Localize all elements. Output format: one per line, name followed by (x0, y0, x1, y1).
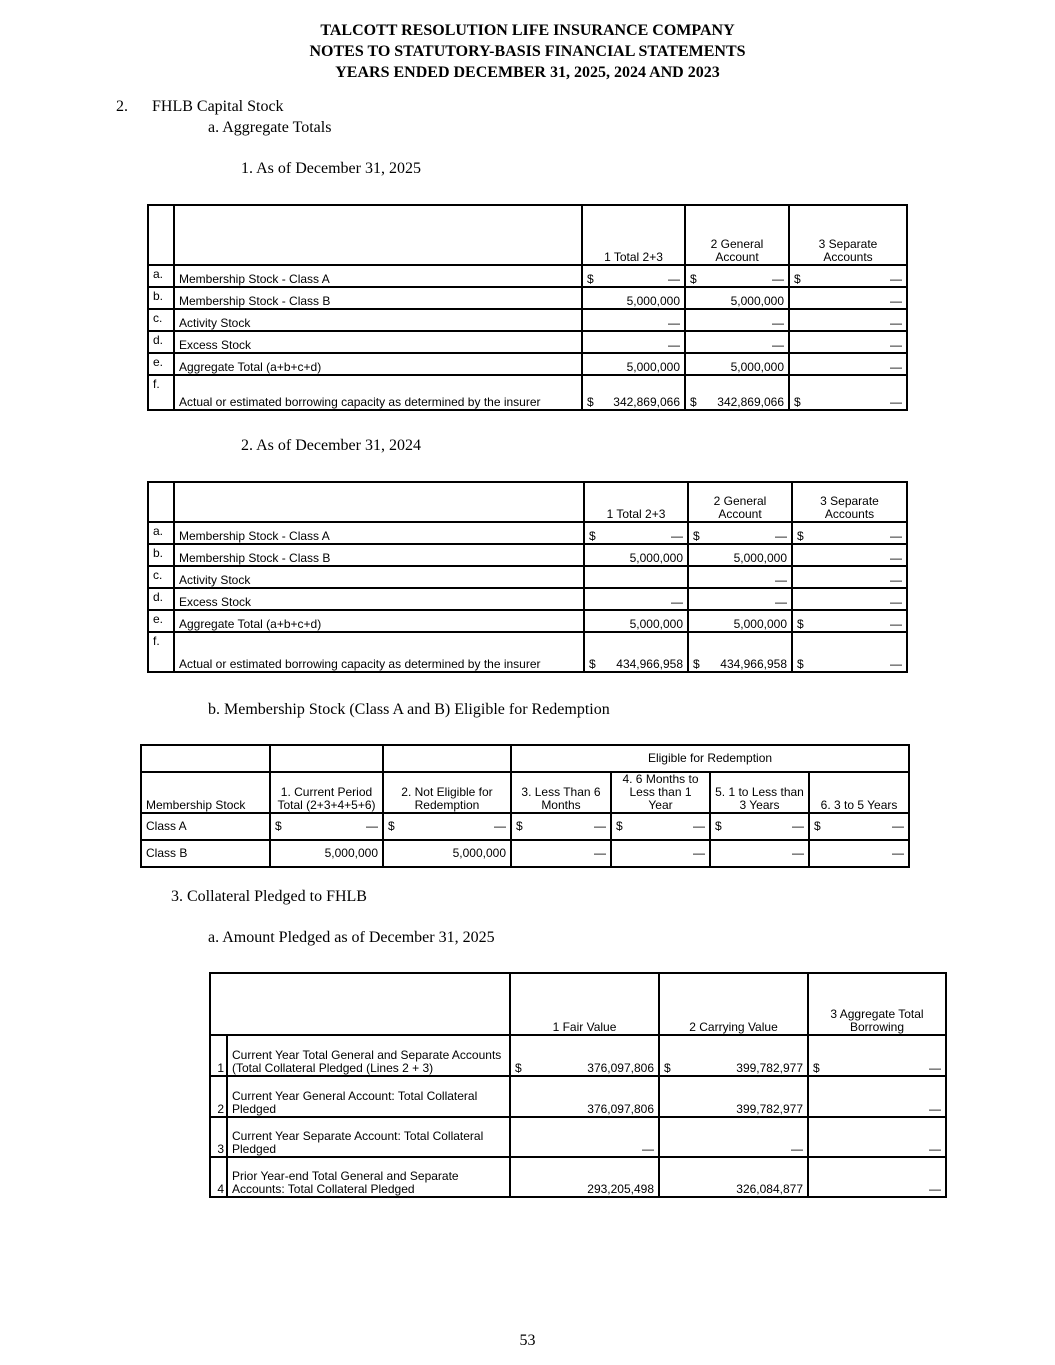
col-header-total: 1 Total 2+3 (584, 482, 688, 522)
cell-value: — (693, 819, 705, 833)
cell-value: 342,869,066 (717, 395, 784, 409)
cell-value: — (808, 1076, 946, 1117)
row-id: b. (148, 287, 174, 309)
row-id: c. (148, 566, 174, 588)
table-row (141, 840, 909, 867)
table-row (210, 1076, 946, 1117)
cell-value: — (890, 657, 902, 671)
col-header-3-to-5-years: 6. 3 to 5 Years (809, 772, 909, 813)
cell-value: — (668, 272, 680, 286)
cell-value: — (789, 287, 907, 309)
cell-value: — (710, 840, 809, 867)
cell-value: 5,000,000 (685, 287, 789, 309)
currency-symbol: $ (515, 1061, 522, 1075)
row-id: a. (148, 265, 174, 287)
currency-symbol: $ (690, 395, 697, 409)
table-2025-title: 1. As of December 31, 2025 (241, 160, 421, 177)
table-row (148, 632, 907, 672)
currency-symbol: $ (797, 657, 804, 671)
cell-value: — (685, 309, 789, 331)
cell-value: 326,084,877 (659, 1157, 808, 1197)
cell-value: 376,097,806 (587, 1061, 654, 1075)
currency-symbol: $ (589, 529, 596, 543)
table-row (148, 544, 907, 566)
cell-value: 5,000,000 (383, 840, 511, 867)
collateral-pledged-table (209, 972, 947, 1198)
cell-value: — (792, 588, 907, 610)
table-row (148, 522, 907, 544)
row-id: d. (148, 588, 174, 610)
row-id: e. (148, 353, 174, 375)
cell-value: 5,000,000 (688, 610, 792, 632)
report-period: YEARS ENDED DECEMBER 31, 2025, 2024 AND 2023 (335, 64, 720, 81)
subsection-redemption: b. Membership Stock (Class A and B) Eligible for Redemption (208, 701, 610, 718)
col-header-less-6-months: 3. Less Than 6 Months (511, 772, 611, 813)
table-row (148, 331, 907, 353)
table-row (148, 610, 907, 632)
cell-value: 5,000,000 (688, 544, 792, 566)
currency-symbol: $ (693, 657, 700, 671)
currency-symbol: $ (388, 819, 395, 833)
cell-value: — (890, 272, 902, 286)
subsection-aggregate-totals: a. Aggregate Totals (208, 119, 332, 136)
redemption-table (140, 744, 910, 868)
cell-value: — (511, 840, 611, 867)
currency-symbol: $ (275, 819, 282, 833)
currency-symbol: $ (690, 272, 697, 286)
row-label: Excess Stock (174, 331, 582, 353)
row-id: e. (148, 610, 174, 632)
table-row (210, 1157, 946, 1197)
table-row (148, 566, 907, 588)
cell-value: 5,000,000 (584, 544, 688, 566)
table-row (148, 287, 907, 309)
cell-value: 5,000,000 (270, 840, 383, 867)
cell-value: 434,966,958 (720, 657, 787, 671)
row-label: Membership Stock - Class B (174, 544, 584, 566)
row-id: d. (148, 331, 174, 353)
table-row (210, 1117, 946, 1157)
cell-value: — (792, 544, 907, 566)
col-header-total: 1 Total 2+3 (582, 205, 685, 265)
row-label: Excess Stock (174, 588, 584, 610)
cell-value: — (685, 331, 789, 353)
table-row (148, 353, 907, 375)
cell-value: — (772, 272, 784, 286)
cell-value: 5,000,000 (582, 353, 685, 375)
cell-value: — (792, 566, 907, 588)
cell-value: — (611, 840, 710, 867)
currency-symbol: $ (797, 617, 804, 631)
currency-symbol: $ (664, 1061, 671, 1075)
col-header-current-period: 1. Current Period Total (2+3+4+5+6) (270, 772, 383, 813)
row-id: f. (148, 632, 174, 672)
cell-value: — (494, 819, 506, 833)
row-label: Current Year Total General and Separate Accounts (Total Collateral Pledged (Lines 2 + 3) (227, 1035, 510, 1076)
cell-value: — (890, 529, 902, 543)
row-label: Class B (141, 840, 270, 867)
table-header-row (148, 205, 907, 265)
eligible-group-header: Eligible for Redemption (511, 745, 909, 772)
row-label: Actual or estimated borrowing capacity as determined by the insurer (174, 375, 582, 410)
table-row (148, 309, 907, 331)
section3-title: 3. Collateral Pledged to FHLB (171, 888, 367, 905)
cell-value: 5,000,000 (584, 610, 688, 632)
table-row (148, 265, 907, 287)
row-label: Membership Stock - Class A (174, 265, 582, 287)
cell-value: — (789, 309, 907, 331)
row-number: 4 (210, 1157, 227, 1197)
cell-value: — (671, 529, 683, 543)
cell-value: — (688, 588, 792, 610)
row-number: 3 (210, 1117, 227, 1157)
cell-value (584, 566, 688, 588)
currency-symbol: $ (813, 1061, 820, 1075)
cell-value: — (890, 395, 902, 409)
currency-symbol: $ (794, 272, 801, 286)
currency-symbol: $ (616, 819, 623, 833)
col-header-separate: 3 Separate Accounts (792, 482, 907, 522)
row-id: a. (148, 522, 174, 544)
row-id: c. (148, 309, 174, 331)
row-label: Class A (141, 813, 270, 840)
subsection-amount-pledged: a. Amount Pledged as of December 31, 2025 (208, 929, 495, 946)
row-label: Aggregate Total (a+b+c+d) (174, 610, 584, 632)
row-number: 2 (210, 1076, 227, 1117)
row-label: Activity Stock (174, 309, 582, 331)
cell-value: 399,782,977 (659, 1076, 808, 1117)
report-title: TALCOTT RESOLUTION LIFE INSURANCE COMPANY (320, 22, 735, 39)
cell-value: — (789, 353, 907, 375)
page-number: 53 (519, 1332, 536, 1349)
cell-value: — (584, 588, 688, 610)
col-header-general: 2 General Account (688, 482, 792, 522)
cell-value: 376,097,806 (510, 1076, 659, 1117)
col-header-general: 2 General Account (685, 205, 789, 265)
row-number: 1 (210, 1035, 227, 1076)
cell-value: 5,000,000 (582, 287, 685, 309)
currency-symbol: $ (589, 657, 596, 671)
col-header-6-to-12-months: 4. 6 Months to Less than 1 Year (611, 772, 710, 813)
table-header-row (210, 973, 946, 1035)
row-label: Activity Stock (174, 566, 584, 588)
col-header-fair-value: 1 Fair Value (510, 973, 659, 1035)
col-header-carrying-value: 2 Carrying Value (659, 973, 808, 1035)
currency-symbol: $ (715, 819, 722, 833)
cell-value: 342,869,066 (613, 395, 680, 409)
cell-value: 5,000,000 (685, 353, 789, 375)
table-row (141, 813, 909, 840)
report-subtitle: NOTES TO STATUTORY-BASIS FINANCIAL STATEMENTS (309, 43, 746, 60)
currency-symbol: $ (587, 395, 594, 409)
row-id: f. (148, 375, 174, 410)
cell-value: — (366, 819, 378, 833)
row-label: Current Year General Account: Total Collateral Pledged (227, 1076, 510, 1117)
row-id: b. (148, 544, 174, 566)
row-label: Aggregate Total (a+b+c+d) (174, 353, 582, 375)
table-header-row (148, 482, 907, 522)
currency-symbol: $ (587, 272, 594, 286)
cell-value: — (582, 331, 685, 353)
table-header-row (141, 772, 909, 813)
table-row (210, 1035, 946, 1076)
aggregate-totals-2025-table (147, 204, 908, 411)
currency-symbol: $ (814, 819, 821, 833)
col-header-not-eligible: 2. Not Eligible for Redemption (383, 772, 511, 813)
currency-symbol: $ (693, 529, 700, 543)
cell-value: 293,205,498 (510, 1157, 659, 1197)
cell-value: — (890, 617, 902, 631)
aggregate-totals-2024-table (147, 481, 908, 673)
cell-value: — (688, 566, 792, 588)
cell-value: — (510, 1117, 659, 1157)
col-header-separate: 3 Separate Accounts (789, 205, 907, 265)
row-label: Membership Stock - Class A (174, 522, 584, 544)
cell-value: — (929, 1061, 941, 1075)
cell-value: 434,966,958 (616, 657, 683, 671)
cell-value: — (809, 840, 909, 867)
table-row (148, 375, 907, 410)
section-title: FHLB Capital Stock (152, 98, 284, 115)
currency-symbol: $ (797, 529, 804, 543)
cell-value: — (789, 331, 907, 353)
table-header-row (141, 745, 909, 772)
cell-value: — (892, 819, 905, 833)
cell-value: 399,782,977 (736, 1061, 803, 1075)
row-label: Membership Stock - Class B (174, 287, 582, 309)
cell-value: — (594, 819, 606, 833)
table-row (148, 588, 907, 610)
section-number: 2. (116, 98, 128, 115)
cell-value: — (792, 819, 804, 833)
currency-symbol: $ (516, 819, 523, 833)
row-label: Current Year Separate Account: Total Collateral Pledged (227, 1117, 510, 1157)
row-label: Actual or estimated borrowing capacity as determined by the insurer (174, 632, 584, 672)
cell-value: — (775, 529, 787, 543)
row-label: Prior Year-end Total General and Separate Accounts: Total Collateral Pledged (227, 1157, 510, 1197)
cell-value: — (659, 1117, 808, 1157)
col-header-1-to-3-years: 5. 1 to Less than 3 Years (710, 772, 809, 813)
col-header-aggregate-borrowing: 3 Aggregate Total Borrowing (808, 973, 946, 1035)
currency-symbol: $ (794, 395, 801, 409)
col-header-membership: Membership Stock (141, 772, 270, 813)
cell-value: — (808, 1117, 946, 1157)
table-2024-title: 2. As of December 31, 2024 (241, 437, 421, 454)
cell-value: — (582, 309, 685, 331)
cell-value: — (808, 1157, 946, 1197)
